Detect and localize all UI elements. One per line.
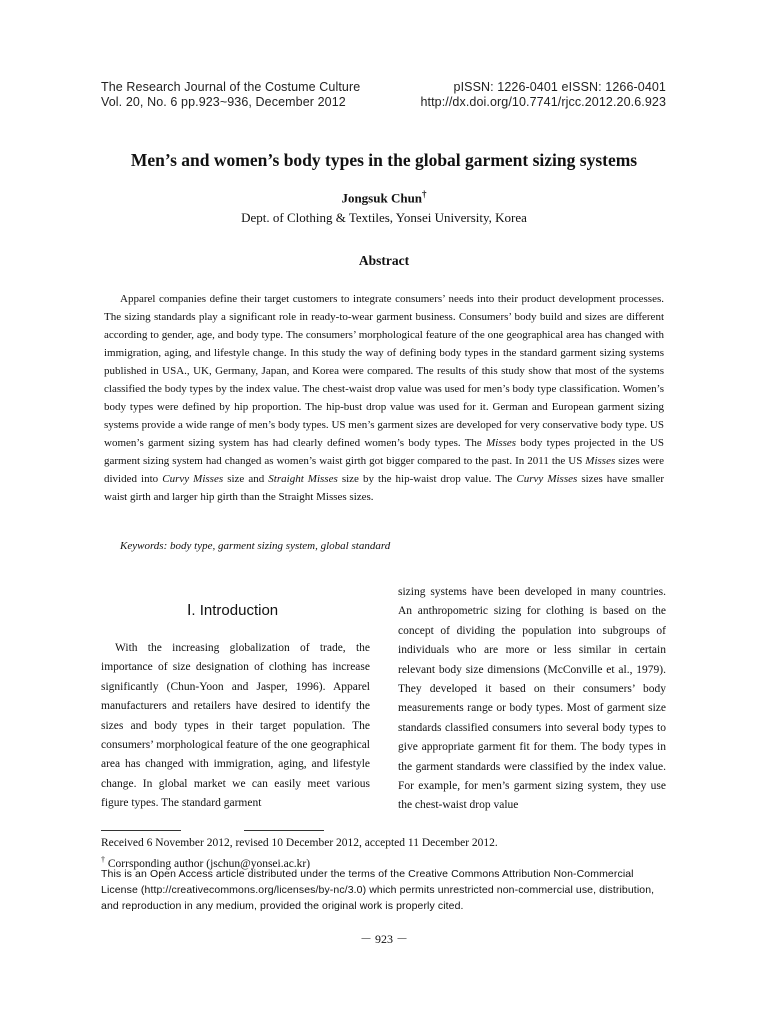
affiliation: Dept. of Clothing & Textiles, Yonsei University, Korea — [241, 210, 527, 225]
body-column-right: sizing systems have been developed in many countries. An anthropometric sizing for clothing is based on the concept of dividing the population into subgroups of individuals who are more or less similar in certain relevant body size dimensions (McConville et al., 1979). They developed it based on their consumers’ body measurements range or body types. Most of garment size standards classified consumers into several body types to give appropriate garment fit for them. The body types in the garment standards were classified by the index value. For example, for men’s garment sizing system, they use the chest-waist drop value — [398, 586, 666, 812]
abstract-part: Apparel companies define their target customers to integrate consumers’ needs into their product development processes. The sizing standards play a significant role in ready-to-wear garment business. Consumers’ body build and sizes are different according to gender, age, and body type. The consumers’ morphological feature of the one geographical area has changed with immigration, aging, and lifestyle change. In this study the way of defining body types in the standard garment sizing systems published in USA., UK, Germany, Japan, and Korea were compared. The results of this study show that most of the systems classified the body types by the index value. The chest-waist drop value was used for men’s body type classification. Women’s body types were defined by hip proportion. The hip-bust drop value was used for it. German and European garment sizing systems provide a wide range of men’s body types. US men’s garment sizes are developed for very conservative body type. US women’s garment sizing system has had clearly defined women’s body types. The — [104, 293, 664, 449]
journal-volume: Vol. 20, No. 6 pp.923~936, December 2012 — [101, 95, 346, 109]
abstract-part: body types projected in the US garment sizing system had changed as women’s waist girth got bigger compared to the past. In 2011 the US — [104, 437, 664, 467]
corr-mark: † — [101, 855, 105, 864]
section-heading-introduction: Ⅰ. Introduction — [187, 602, 279, 619]
author — [80, 189, 688, 206]
journal-name: The Research Journal of the Costume Culture — [101, 80, 361, 94]
abstract-part: sizes have smaller waist girth and larger hip girth than the Straight Misses sizes. — [104, 473, 664, 503]
abstract-part: sizes were divided into — [104, 455, 664, 485]
journal-header — [101, 80, 421, 110]
abstract-part: size and — [223, 473, 269, 485]
keywords: Keywords: body type, garment sizing system, global standard — [120, 540, 391, 552]
abstract-text — [104, 290, 664, 506]
issn: pISSN: 1226-0401 eISSN: 1266-0401 — [453, 80, 666, 94]
license-notice: This is an Open Access article distributed under the terms of the Creative Commons Attribution Non-Commercial License (http://creativecommons.org/licenses/by-nc/3.0) which permits unrestricted non-commercial use, distribution, and reproduction in any medium, provided the original work is properly cited. — [101, 868, 655, 912]
doi-link[interactable]: http://dx.doi.org/10.7741/rjcc.2012.20.6.923 — [420, 95, 666, 109]
abstract-part: size by the hip-waist drop value. The — [337, 473, 517, 485]
abstract-emphasis: Straight Misses — [268, 473, 338, 485]
corr-text: Corrsponding author (jschun@yonsei.ac.kr) — [105, 857, 311, 870]
abstract-emphasis: Curvy Misses — [516, 473, 578, 485]
footnote-divider — [244, 830, 324, 831]
journal-identifiers — [380, 80, 666, 110]
page-number: － 923 － — [359, 932, 408, 946]
author-name: Jongsuk Chun — [341, 190, 423, 206]
footnote-divider — [101, 830, 181, 831]
author-mark: † — [422, 189, 427, 199]
received-dates: Received 6 November 2012, revised 10 December 2012, accepted 11 December 2012. — [101, 837, 498, 849]
body-column-left: With the increasing globalization of trade, the importance of size designation of clothing has increase significantly (Chun-Yoon and Jasper, 1996). Apparel manufacturers and retailers have desired to identify the sizes and body types in their target population. The consumers’ morphological feature of the one geographical area has changed with immigration, aging, and lifestyle change. In global market we can easily meet various figure types. The standard garment — [101, 642, 370, 810]
abstract-emphasis: Curvy Misses — [162, 473, 224, 485]
abstract-emphasis: Misses — [486, 437, 517, 449]
paper-title: Men’s and women’s body types in the global garment sizing systems — [130, 150, 638, 170]
abstract-heading: Abstract — [358, 253, 410, 268]
abstract-emphasis: Misses — [585, 455, 616, 467]
